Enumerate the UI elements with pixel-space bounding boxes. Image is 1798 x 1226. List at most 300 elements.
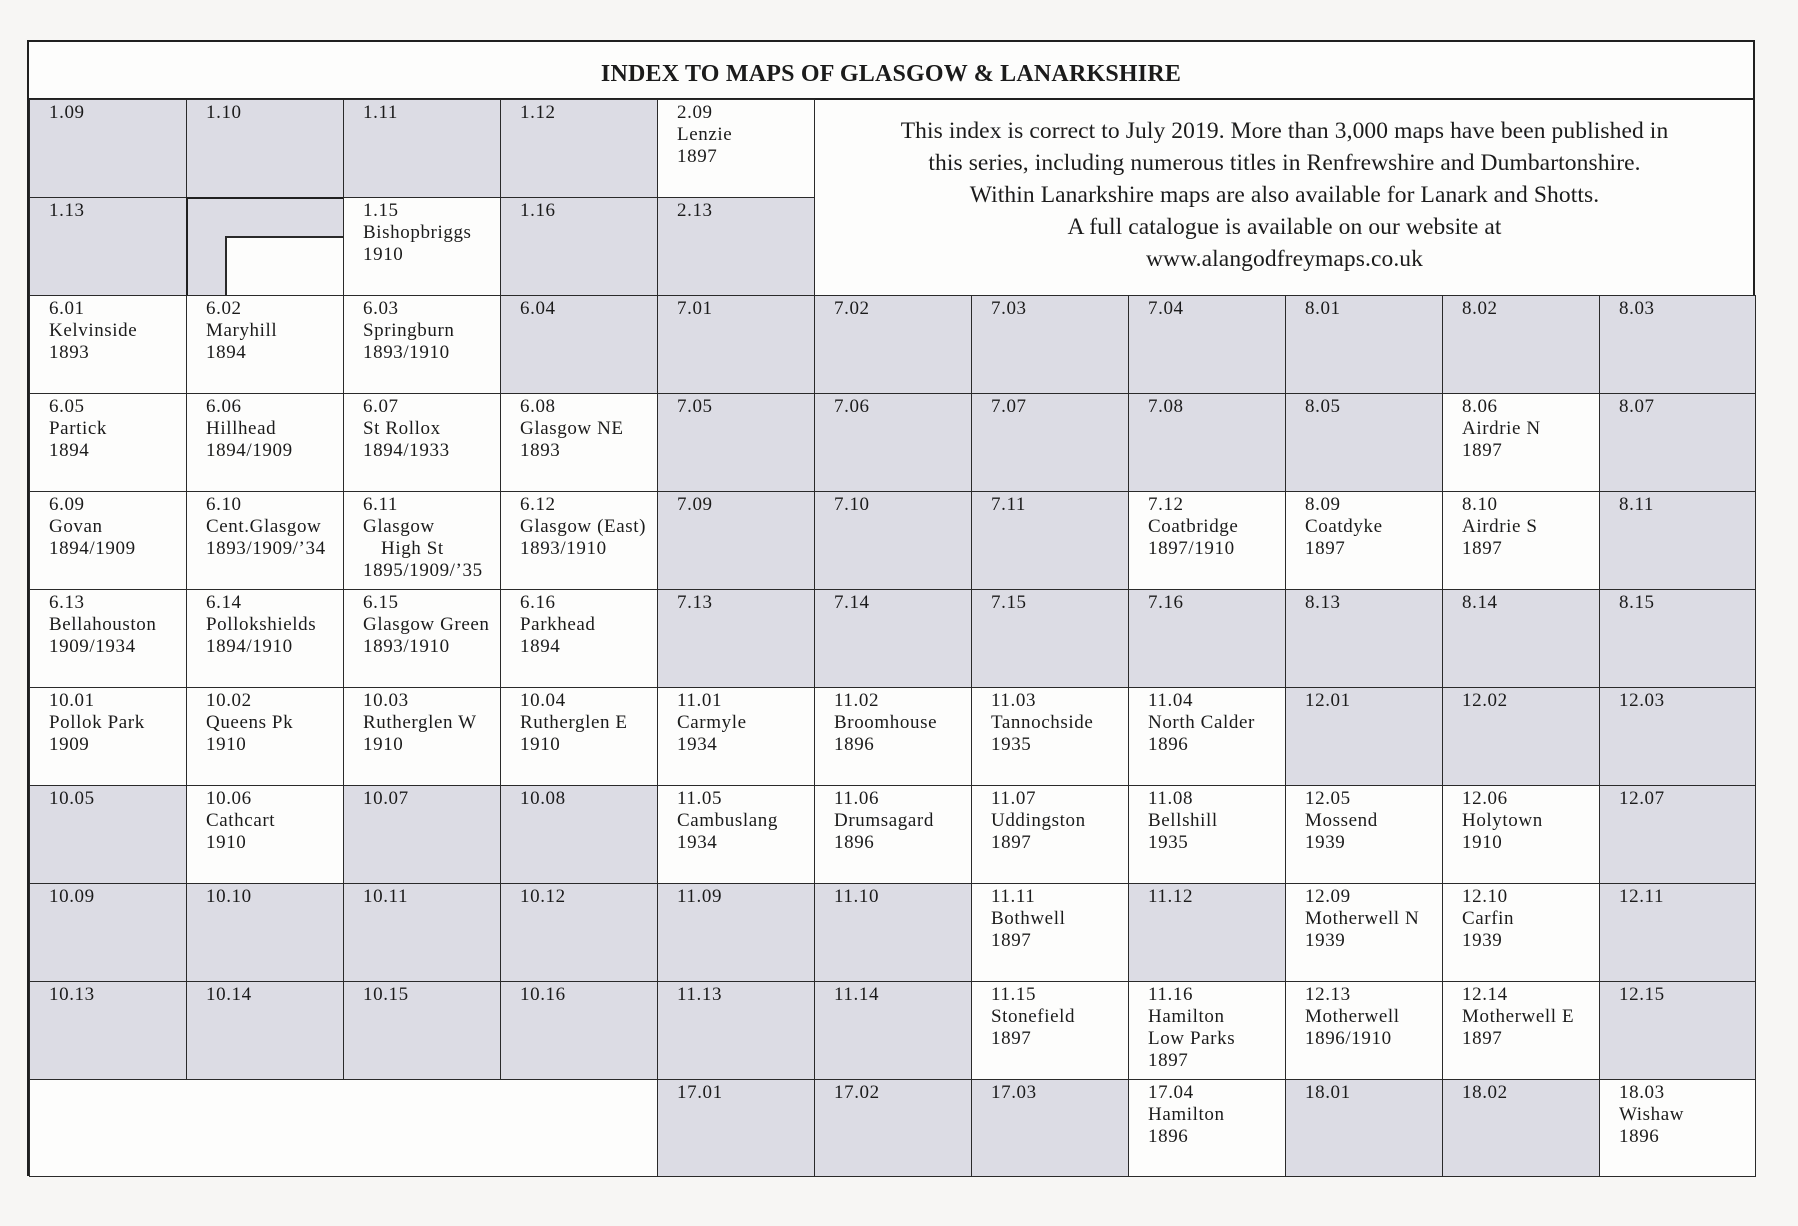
map-year: 1895/1909/’35 bbox=[363, 560, 483, 581]
map-cell bbox=[1442, 981, 1600, 1080]
map-year: 1893 bbox=[520, 440, 561, 461]
map-cell bbox=[1128, 589, 1286, 688]
map-place: Hamilton bbox=[1148, 1006, 1225, 1027]
map-code: 6.12 bbox=[520, 494, 556, 515]
map-year: 1939 bbox=[1305, 930, 1346, 951]
map-code: 6.08 bbox=[520, 396, 556, 417]
map-year: 1893/1910 bbox=[520, 538, 607, 559]
map-year: 1939 bbox=[1305, 832, 1346, 853]
map-code: 6.10 bbox=[206, 494, 242, 515]
map-code: 10.11 bbox=[363, 886, 409, 907]
map-cell bbox=[29, 785, 187, 884]
map-code: 7.08 bbox=[1148, 396, 1184, 417]
map-code: 7.13 bbox=[677, 592, 713, 613]
map-code: 7.06 bbox=[834, 396, 870, 417]
map-year: 1897 bbox=[1148, 1050, 1189, 1071]
map-code: 11.13 bbox=[677, 984, 723, 1005]
map-code: 6.07 bbox=[363, 396, 399, 417]
map-cell bbox=[1128, 491, 1286, 590]
map-code: 11.14 bbox=[834, 984, 880, 1005]
map-cell bbox=[1285, 1079, 1443, 1177]
map-code: 10.12 bbox=[520, 886, 566, 907]
map-place: Holytown bbox=[1462, 810, 1543, 831]
map-year: 1893 bbox=[49, 342, 90, 363]
map-cell bbox=[1285, 589, 1443, 688]
map-code: 2.09 bbox=[677, 102, 713, 123]
map-code: 8.03 bbox=[1619, 298, 1655, 319]
map-cell bbox=[971, 393, 1129, 492]
map-code: 7.04 bbox=[1148, 298, 1184, 319]
map-place: Motherwell bbox=[1305, 1006, 1400, 1027]
map-cell bbox=[814, 785, 972, 884]
map-code: 2.13 bbox=[677, 200, 713, 221]
map-code: 8.05 bbox=[1305, 396, 1341, 417]
map-place: Stonefield bbox=[991, 1006, 1076, 1027]
map-cell bbox=[186, 99, 344, 198]
map-code: 7.07 bbox=[991, 396, 1027, 417]
map-year: 1894 bbox=[206, 342, 247, 363]
map-code: 10.04 bbox=[520, 690, 566, 711]
map-year: 1893/1910 bbox=[363, 342, 450, 363]
map-cell bbox=[657, 197, 815, 296]
map-code: 18.02 bbox=[1462, 1082, 1508, 1103]
map-code: 1.16 bbox=[520, 200, 556, 221]
map-code: 1.13 bbox=[49, 200, 85, 221]
map-cell bbox=[1442, 883, 1600, 982]
map-cell bbox=[29, 197, 187, 296]
map-cell bbox=[971, 981, 1129, 1080]
map-cell bbox=[500, 883, 658, 982]
map-code: 12.06 bbox=[1462, 788, 1508, 809]
map-cell bbox=[814, 393, 972, 492]
map-code: 6.11 bbox=[363, 494, 398, 515]
map-cell bbox=[1128, 295, 1286, 394]
map-place: Glasgow (East) bbox=[520, 516, 647, 537]
map-cell bbox=[343, 687, 501, 786]
map-place: Pollok Park bbox=[49, 712, 145, 733]
map-code: 10.09 bbox=[49, 886, 95, 907]
map-cell bbox=[971, 1079, 1129, 1177]
map-year: 1894/1909 bbox=[206, 440, 293, 461]
map-code: 6.15 bbox=[363, 592, 399, 613]
map-code: 8.10 bbox=[1462, 494, 1498, 515]
map-cell bbox=[29, 589, 187, 688]
map-cell bbox=[1442, 491, 1600, 590]
map-code: 8.13 bbox=[1305, 592, 1341, 613]
map-cell bbox=[500, 491, 658, 590]
map-code: 7.16 bbox=[1148, 592, 1184, 613]
map-place: Glasgow bbox=[363, 516, 435, 537]
map-code: 10.07 bbox=[363, 788, 409, 809]
map-cell bbox=[657, 99, 815, 198]
map-cell bbox=[1285, 295, 1443, 394]
map-code: 11.01 bbox=[677, 690, 723, 711]
map-code: 10.15 bbox=[363, 984, 409, 1005]
map-code: 12.01 bbox=[1305, 690, 1351, 711]
map-code: 17.01 bbox=[677, 1082, 723, 1103]
info-line: This index is correct to July 2019. More than 3,000 maps have been published in bbox=[900, 118, 1669, 144]
map-cell-notch bbox=[186, 197, 344, 296]
map-cell bbox=[1128, 687, 1286, 786]
map-cell bbox=[500, 295, 658, 394]
map-code: 11.07 bbox=[991, 788, 1037, 809]
map-place: Queens Pk bbox=[206, 712, 294, 733]
map-code: 17.04 bbox=[1148, 1082, 1194, 1103]
map-cell bbox=[1599, 687, 1756, 786]
map-place: North Calder bbox=[1148, 712, 1255, 733]
map-place: Parkhead bbox=[520, 614, 596, 635]
map-code: 17.02 bbox=[834, 1082, 880, 1103]
map-cell bbox=[657, 883, 815, 982]
map-place: Low Parks bbox=[1148, 1028, 1236, 1049]
map-cell bbox=[29, 393, 187, 492]
map-code: 10.10 bbox=[206, 886, 252, 907]
map-code: 6.06 bbox=[206, 396, 242, 417]
map-code: 11.08 bbox=[1148, 788, 1194, 809]
map-cell bbox=[186, 883, 344, 982]
map-cell bbox=[29, 295, 187, 394]
map-cell bbox=[1442, 1079, 1600, 1177]
map-cell bbox=[971, 785, 1129, 884]
map-code: 1.15 bbox=[363, 200, 399, 221]
website-url: www.alangodfreymaps.co.uk bbox=[1145, 246, 1424, 272]
map-year: 1909 bbox=[49, 734, 90, 755]
map-year: 1897/1910 bbox=[1148, 538, 1235, 559]
info-line: A full catalogue is available on our website at bbox=[1067, 214, 1502, 240]
map-year: 1893/1909/’34 bbox=[206, 538, 326, 559]
map-cell bbox=[29, 491, 187, 590]
map-code: 12.13 bbox=[1305, 984, 1351, 1005]
map-place: Airdrie S bbox=[1462, 516, 1538, 537]
map-cell bbox=[186, 785, 344, 884]
info-line: this series, including numerous titles in Renfrewshire and Dumbartonshire. bbox=[928, 150, 1641, 176]
map-cell bbox=[186, 491, 344, 590]
map-code: 18.01 bbox=[1305, 1082, 1351, 1103]
map-place: Coatdyke bbox=[1305, 516, 1383, 537]
map-year: 1897 bbox=[991, 930, 1032, 951]
map-place: Govan bbox=[49, 516, 103, 537]
map-cell bbox=[29, 99, 187, 198]
map-code: 10.08 bbox=[520, 788, 566, 809]
map-code: 8.09 bbox=[1305, 494, 1341, 515]
map-cell bbox=[1599, 785, 1756, 884]
map-cell bbox=[1128, 393, 1286, 492]
map-place: Lenzie bbox=[677, 124, 733, 145]
map-cell bbox=[657, 687, 815, 786]
map-place: Glasgow NE bbox=[520, 418, 624, 439]
map-cell bbox=[1285, 981, 1443, 1080]
blank-cell bbox=[29, 1079, 658, 1177]
map-place: Springburn bbox=[363, 320, 455, 341]
map-year: 1910 bbox=[363, 734, 404, 755]
map-cell bbox=[1128, 785, 1286, 884]
map-year: 1894 bbox=[49, 440, 90, 461]
map-code: 10.06 bbox=[206, 788, 252, 809]
map-place: Bothwell bbox=[991, 908, 1066, 929]
map-place: Mossend bbox=[1305, 810, 1378, 831]
map-cell bbox=[814, 687, 972, 786]
map-cell bbox=[29, 687, 187, 786]
map-cell bbox=[814, 1079, 972, 1177]
map-cell bbox=[343, 785, 501, 884]
info-line: Within Lanarkshire maps are also available for Lanark and Shotts. bbox=[969, 182, 1600, 208]
map-code: 12.03 bbox=[1619, 690, 1665, 711]
map-code: 10.03 bbox=[363, 690, 409, 711]
map-place: Cathcart bbox=[206, 810, 276, 831]
map-cell bbox=[29, 883, 187, 982]
map-code: 10.01 bbox=[49, 690, 95, 711]
map-code: 7.15 bbox=[991, 592, 1027, 613]
map-cell bbox=[186, 295, 344, 394]
map-cell bbox=[971, 883, 1129, 982]
map-code: 11.15 bbox=[991, 984, 1037, 1005]
map-index-table bbox=[27, 40, 1755, 1176]
map-year: 1934 bbox=[677, 832, 718, 853]
map-code: 6.09 bbox=[49, 494, 85, 515]
map-code: 12.07 bbox=[1619, 788, 1665, 809]
map-year: 1897 bbox=[1462, 440, 1503, 461]
map-cell bbox=[186, 981, 344, 1080]
map-year: 1935 bbox=[1148, 832, 1189, 853]
map-cell bbox=[1599, 393, 1756, 492]
map-cell bbox=[1442, 589, 1600, 688]
map-cell bbox=[1285, 687, 1443, 786]
map-cell bbox=[500, 687, 658, 786]
map-cell bbox=[343, 981, 501, 1080]
map-place: Cambuslang bbox=[677, 810, 778, 831]
map-year: 1910 bbox=[206, 734, 247, 755]
map-year: 1897 bbox=[1462, 538, 1503, 559]
map-year: 1909/1934 bbox=[49, 636, 136, 657]
map-code: 6.14 bbox=[206, 592, 242, 613]
map-cell bbox=[814, 295, 972, 394]
map-code: 12.09 bbox=[1305, 886, 1351, 907]
map-code: 7.01 bbox=[677, 298, 713, 319]
map-code: 11.09 bbox=[677, 886, 723, 907]
map-code: 12.02 bbox=[1462, 690, 1508, 711]
map-code: 7.02 bbox=[834, 298, 870, 319]
map-code: 10.02 bbox=[206, 690, 252, 711]
map-code: 18.03 bbox=[1619, 1082, 1665, 1103]
map-year: 1910 bbox=[363, 244, 404, 265]
map-code: 10.13 bbox=[49, 984, 95, 1005]
map-code: 6.13 bbox=[49, 592, 85, 613]
map-place: Tannochside bbox=[991, 712, 1094, 733]
map-place: Hillhead bbox=[206, 418, 277, 439]
map-place: Hamilton bbox=[1148, 1104, 1225, 1125]
map-code: 11.10 bbox=[834, 886, 880, 907]
map-cell bbox=[500, 197, 658, 296]
notch-line-h bbox=[225, 236, 343, 238]
map-year: 1935 bbox=[991, 734, 1032, 755]
map-cell bbox=[1128, 1079, 1286, 1177]
map-cell bbox=[500, 99, 658, 198]
map-code: 1.09 bbox=[49, 102, 85, 123]
map-place: Cent.Glasgow bbox=[206, 516, 322, 537]
map-code: 8.07 bbox=[1619, 396, 1655, 417]
map-code: 6.01 bbox=[49, 298, 85, 319]
map-cell bbox=[657, 785, 815, 884]
map-cell bbox=[343, 393, 501, 492]
map-cell bbox=[971, 295, 1129, 394]
map-cell bbox=[1442, 785, 1600, 884]
map-cell bbox=[814, 491, 972, 590]
info-text-block bbox=[814, 99, 1755, 295]
map-place: Pollokshields bbox=[206, 614, 317, 635]
map-cell bbox=[1442, 295, 1600, 394]
map-place: High St bbox=[381, 538, 444, 559]
map-year: 1897 bbox=[1305, 538, 1346, 559]
map-cell bbox=[1128, 883, 1286, 982]
map-code: 6.16 bbox=[520, 592, 556, 613]
map-code: 7.10 bbox=[834, 494, 870, 515]
map-place: Motherwell E bbox=[1462, 1006, 1575, 1027]
map-place: Partick bbox=[49, 418, 108, 439]
map-code: 8.14 bbox=[1462, 592, 1498, 613]
map-code: 10.14 bbox=[206, 984, 252, 1005]
map-cell bbox=[1285, 393, 1443, 492]
map-year: 1934 bbox=[677, 734, 718, 755]
map-year: 1910 bbox=[1462, 832, 1503, 853]
map-cell bbox=[814, 589, 972, 688]
map-year: 1894/1909 bbox=[49, 538, 136, 559]
map-cell bbox=[657, 981, 815, 1080]
map-code: 10.05 bbox=[49, 788, 95, 809]
map-cell bbox=[500, 589, 658, 688]
map-code: 6.02 bbox=[206, 298, 242, 319]
map-year: 1894/1910 bbox=[206, 636, 293, 657]
map-place: Carmyle bbox=[677, 712, 747, 733]
page-title: INDEX TO MAPS OF GLASGOW & LANARKSHIRE bbox=[29, 42, 1753, 100]
map-code: 11.04 bbox=[1148, 690, 1194, 711]
map-code: 1.11 bbox=[363, 102, 398, 123]
map-code: 7.11 bbox=[991, 494, 1026, 515]
map-code: 11.03 bbox=[991, 690, 1037, 711]
map-cell bbox=[1442, 687, 1600, 786]
map-cell bbox=[1599, 981, 1756, 1080]
map-place: Rutherglen W bbox=[363, 712, 477, 733]
map-place: Coatbridge bbox=[1148, 516, 1239, 537]
map-code: 7.05 bbox=[677, 396, 713, 417]
map-cell bbox=[971, 687, 1129, 786]
map-place: Uddingston bbox=[991, 810, 1086, 831]
map-code: 7.12 bbox=[1148, 494, 1184, 515]
map-year: 1910 bbox=[520, 734, 561, 755]
map-place: Bishopbriggs bbox=[363, 222, 472, 243]
map-place: Broomhouse bbox=[834, 712, 938, 733]
map-cell bbox=[971, 491, 1129, 590]
map-code: 17.03 bbox=[991, 1082, 1037, 1103]
map-cell bbox=[500, 393, 658, 492]
map-cell bbox=[29, 981, 187, 1080]
map-year: 1896 bbox=[834, 734, 875, 755]
map-place: Drumsagard bbox=[834, 810, 934, 831]
map-place: Glasgow Green bbox=[363, 614, 490, 635]
map-year: 1893/1910 bbox=[363, 636, 450, 657]
map-cell bbox=[343, 99, 501, 198]
map-code: 7.09 bbox=[677, 494, 713, 515]
map-code: 12.05 bbox=[1305, 788, 1351, 809]
map-cell bbox=[971, 589, 1129, 688]
map-code: 11.11 bbox=[991, 886, 1036, 907]
map-cell bbox=[1442, 393, 1600, 492]
map-cell bbox=[343, 589, 501, 688]
map-year: 1894/1933 bbox=[363, 440, 450, 461]
notch-white-area bbox=[226, 237, 343, 295]
map-cell bbox=[657, 589, 815, 688]
map-year: 1897 bbox=[991, 832, 1032, 853]
map-cell bbox=[1599, 295, 1756, 394]
map-code: 8.15 bbox=[1619, 592, 1655, 613]
map-cell bbox=[343, 295, 501, 394]
map-year: 1939 bbox=[1462, 930, 1503, 951]
map-code: 12.11 bbox=[1619, 886, 1665, 907]
map-code: 8.11 bbox=[1619, 494, 1654, 515]
map-year: 1894 bbox=[520, 636, 561, 657]
map-code: 12.10 bbox=[1462, 886, 1508, 907]
map-cell bbox=[814, 883, 972, 982]
map-year: 1910 bbox=[206, 832, 247, 853]
map-place: St Rollox bbox=[363, 418, 441, 439]
map-place: Motherwell N bbox=[1305, 908, 1420, 929]
map-year: 1896 bbox=[1148, 734, 1189, 755]
map-code: 11.05 bbox=[677, 788, 723, 809]
map-year: 1896 bbox=[1619, 1126, 1660, 1147]
map-code: 11.02 bbox=[834, 690, 880, 711]
map-code: 11.16 bbox=[1148, 984, 1194, 1005]
map-year: 1896 bbox=[834, 832, 875, 853]
map-cell bbox=[1599, 589, 1756, 688]
map-year: 1897 bbox=[677, 146, 718, 167]
map-code: 7.03 bbox=[991, 298, 1027, 319]
map-year: 1897 bbox=[991, 1028, 1032, 1049]
map-cell bbox=[814, 981, 972, 1080]
map-cell bbox=[1599, 883, 1756, 982]
map-cell bbox=[343, 883, 501, 982]
map-code: 1.12 bbox=[520, 102, 556, 123]
map-code: 8.02 bbox=[1462, 298, 1498, 319]
map-code: 11.06 bbox=[834, 788, 880, 809]
map-code: 12.15 bbox=[1619, 984, 1665, 1005]
map-code: 8.01 bbox=[1305, 298, 1341, 319]
map-code: 12.14 bbox=[1462, 984, 1508, 1005]
map-cell bbox=[1128, 981, 1286, 1080]
map-code: 11.12 bbox=[1148, 886, 1194, 907]
map-code: 8.06 bbox=[1462, 396, 1498, 417]
map-code: 1.10 bbox=[206, 102, 242, 123]
map-cell bbox=[186, 393, 344, 492]
map-place: Airdrie N bbox=[1462, 418, 1541, 439]
map-year: 1896/1910 bbox=[1305, 1028, 1392, 1049]
map-place: Maryhill bbox=[206, 320, 278, 341]
map-cell bbox=[657, 393, 815, 492]
map-place: Bellahouston bbox=[49, 614, 157, 635]
map-cell bbox=[500, 981, 658, 1080]
map-cell bbox=[343, 491, 501, 590]
map-cell bbox=[343, 197, 501, 296]
map-code: 6.04 bbox=[520, 298, 556, 319]
map-place: Carfin bbox=[1462, 908, 1515, 929]
map-year: 1896 bbox=[1148, 1126, 1189, 1147]
map-place: Rutherglen E bbox=[520, 712, 628, 733]
map-cell bbox=[1285, 491, 1443, 590]
map-cell bbox=[657, 1079, 815, 1177]
map-cell bbox=[1285, 785, 1443, 884]
map-cell bbox=[1285, 883, 1443, 982]
map-code: 10.16 bbox=[520, 984, 566, 1005]
map-place: Wishaw bbox=[1619, 1104, 1685, 1125]
map-cell bbox=[657, 295, 815, 394]
